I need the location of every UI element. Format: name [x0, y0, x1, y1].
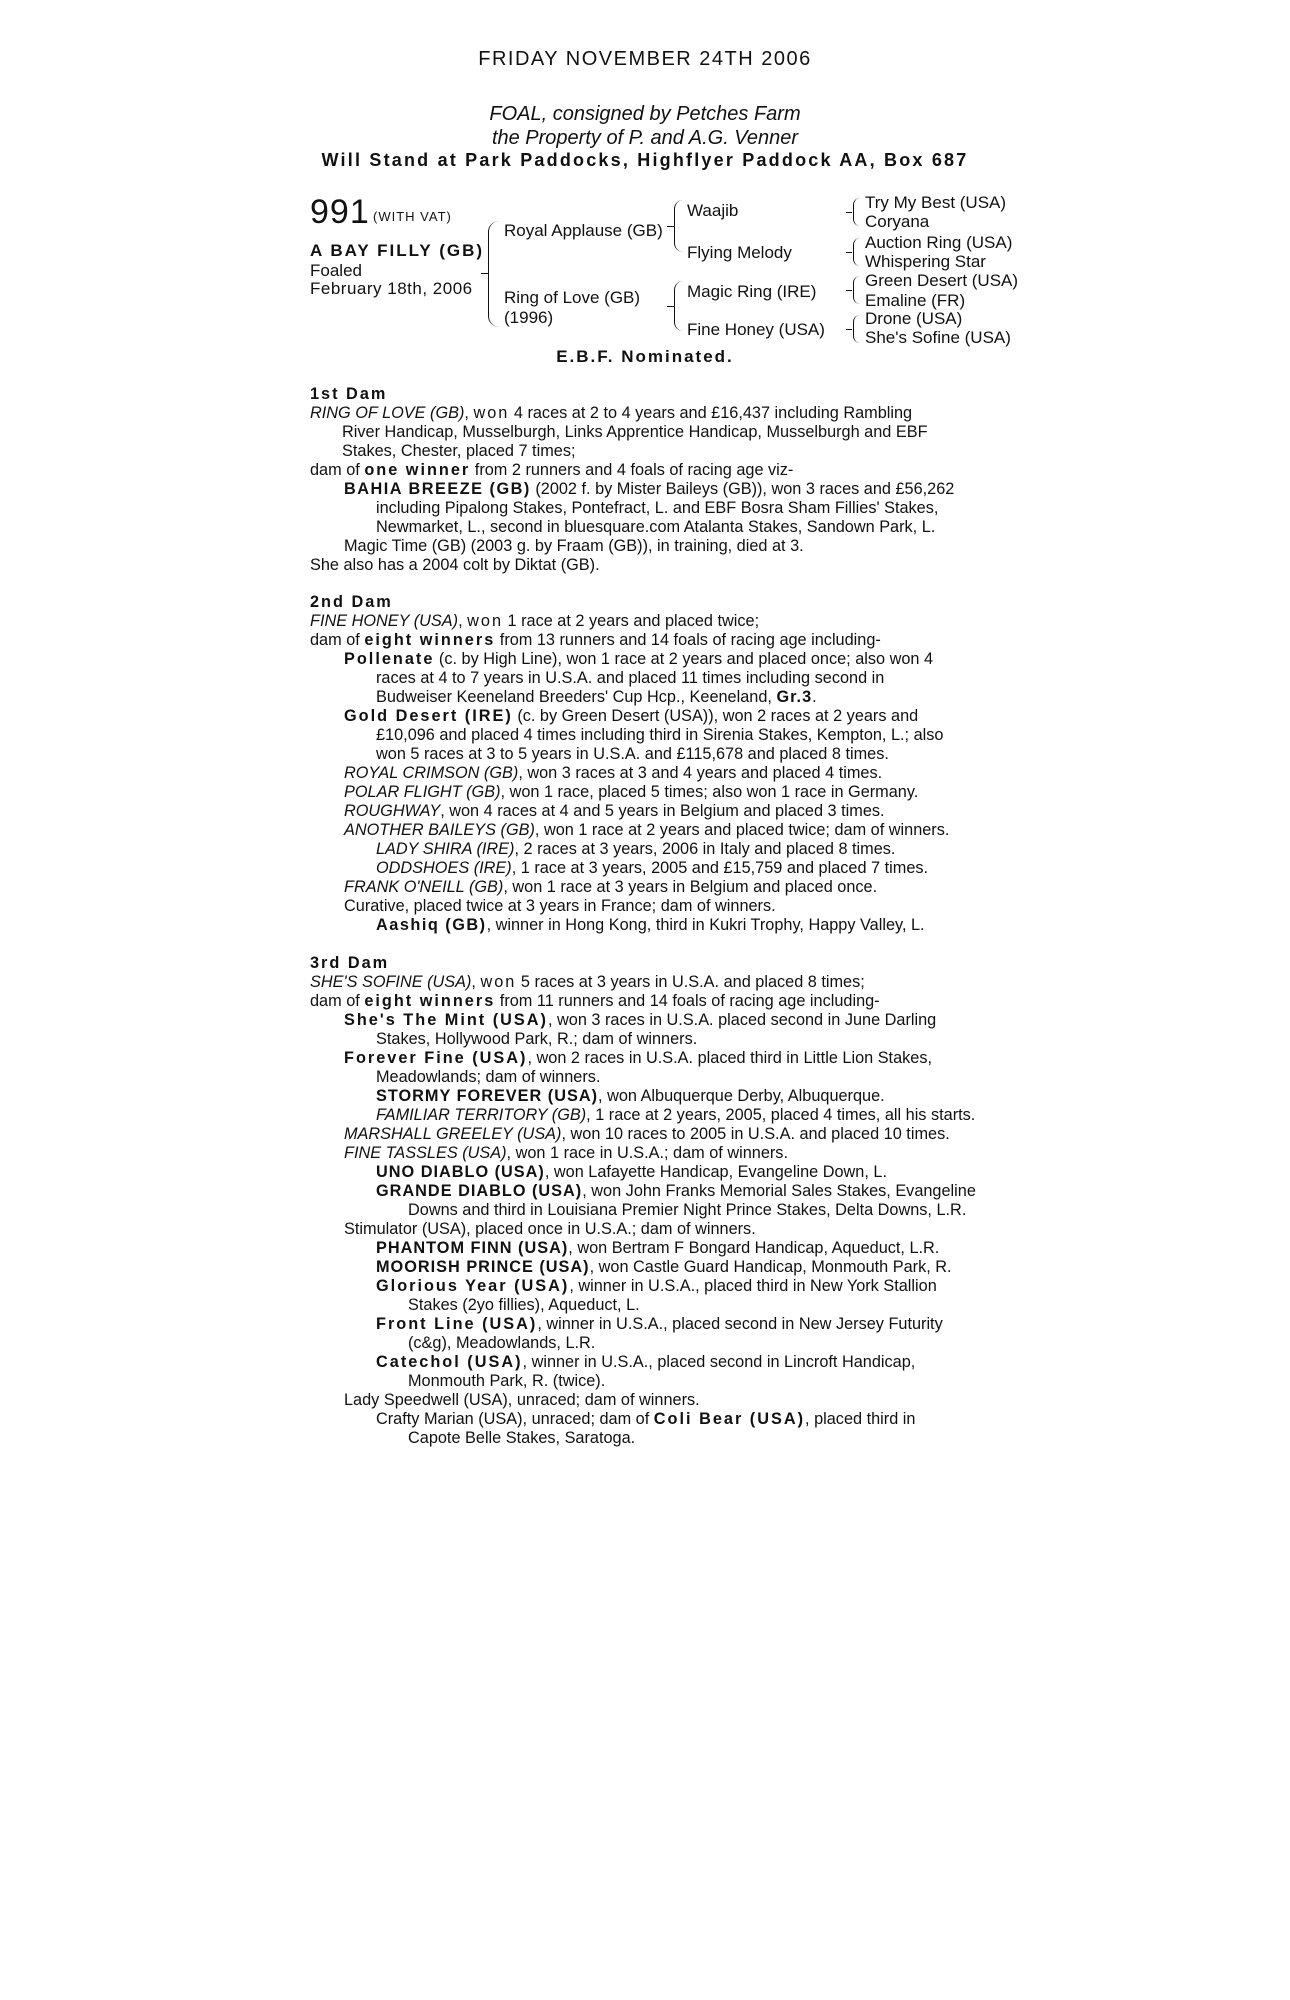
text-line: Meadowlands; dam of winners. [376, 1068, 601, 1086]
foaled-label: Foaled [310, 261, 362, 280]
pedigree-brace [846, 290, 852, 291]
text-line: including Pipalong Stakes, Pontefract, L. and EBF Bosra Sham Fillies' Stakes, [376, 499, 939, 517]
dam-sire: Magic Ring (IRE) [687, 282, 817, 301]
produce-summary: dam of eight winners from 13 runners and 14 foals of racing age including- [310, 631, 881, 649]
lot-description: A BAY FILLY (GB) [310, 241, 485, 260]
produce-entry: UNO DIABLO (USA), won Lafayette Handicap, Evangeline Down, L. [376, 1163, 887, 1181]
pedigree-ancestor: Emaline (FR) [865, 291, 966, 310]
ebf-nominated: E.B.F. Nominated. [556, 347, 734, 366]
text-line: (c&g), Meadowlands, L.R. [408, 1334, 596, 1352]
text-line: Budweiser Keeneland Breeders' Cup Hcp., Keeneland, Gr.3. [376, 688, 817, 706]
text-line: Downs and third in Louisiana Premier Night Prince Stakes, Delta Downs, L.R. [408, 1201, 967, 1219]
pedigree-brace [488, 221, 499, 327]
pedigree-brace [674, 200, 683, 252]
produce-entry: Stimulator (USA), placed once in U.S.A.; dam of winners. [344, 1220, 756, 1238]
text-line: races at 4 to 7 years in U.S.A. and placed 11 times including second in [376, 669, 885, 687]
sire-dam: Flying Melody [687, 243, 792, 262]
pedigree-brace [853, 315, 860, 343]
produce-entry: FRANK O'NEILL (GB), won 1 race at 3 years in Belgium and placed once. [344, 878, 878, 896]
produce-entry: Front Line (USA), winner in U.S.A., placed second in New Jersey Futurity [376, 1315, 943, 1333]
first-dam-section [310, 385, 980, 575]
sire: Royal Applause (GB) [504, 221, 663, 240]
produce-entry: Crafty Marian (USA), unraced; dam of Coli Bear (USA), placed third in [376, 1410, 916, 1428]
pedigree-brace [853, 238, 860, 266]
produce-entry: Catechol (USA), winner in U.S.A., placed second in Lincroft Handicap, [376, 1353, 916, 1371]
text-line: Capote Belle Stakes, Saratoga. [408, 1429, 636, 1447]
sale-date: FRIDAY NOVEMBER 24TH 2006 [478, 48, 812, 70]
pedigree-brace [853, 276, 860, 304]
pedigree-brace [846, 212, 852, 213]
produce-entry: She's The Mint (USA), won 3 races in U.S.A. placed second in June Darling [344, 1011, 937, 1029]
pedigree-brace [846, 252, 852, 253]
produce-entry: Magic Time (GB) (2003 g. by Fraam (GB)), in training, died at 3. [344, 537, 804, 555]
produce-entry: LADY SHIRA (IRE), 2 races at 3 years, 2006 in Italy and placed 8 times. [376, 840, 896, 858]
produce-entry: POLAR FLIGHT (GB), won 1 race, placed 5 times; also won 1 race in Germany. [344, 783, 919, 801]
produce-entry: FINE TASSLES (USA), won 1 race in U.S.A.; dam of winners. [344, 1144, 788, 1162]
pedigree-brace [853, 198, 860, 226]
pedigree-brace [846, 329, 852, 330]
produce-entry: FAMILIAR TERRITORY (GB), 1 race at 2 years, 2005, placed 4 times, all his starts. [376, 1106, 976, 1124]
text-line: won 5 races at 3 to 5 years in U.S.A. and £115,678 and placed 8 times. [376, 745, 889, 763]
text-line: Stakes (2yo fillies), Aqueduct, L. [408, 1296, 640, 1314]
text-line: Monmouth Park, R. (twice). [408, 1372, 606, 1390]
produce-entry: MOORISH PRINCE (USA), won Castle Guard Handicap, Monmouth Park, R. [376, 1258, 952, 1276]
produce-entry: GRANDE DIABLO (USA), won John Franks Memorial Sales Stakes, Evangeline [376, 1182, 976, 1200]
dam: Ring of Love (GB) [504, 288, 641, 307]
produce-entry: Forever Fine (USA), won 2 races in U.S.A. placed third in Little Lion Stakes, [344, 1049, 932, 1067]
lot-number: 991 [310, 193, 370, 231]
pedigree-ancestor: Green Desert (USA) [865, 271, 1019, 290]
pedigree-ancestor: Auction Ring (USA) [865, 233, 1013, 252]
dam-year: (1996) [504, 308, 554, 327]
produce-entry: ROYAL CRIMSON (GB), won 3 races at 3 and 4 years and placed 4 times. [344, 764, 883, 782]
produce-entry: Lady Speedwell (USA), unraced; dam of winners. [344, 1391, 700, 1409]
produce-summary: dam of eight winners from 11 runners and 14 foals of racing age including- [310, 992, 880, 1010]
dam-line: FINE HONEY (USA), won 1 race at 2 years and placed twice; [310, 612, 760, 630]
text-line: River Handicap, Musselburgh, Links Apprentice Handicap, Musselburgh and EBF [342, 423, 928, 441]
pedigree-brace [481, 273, 488, 274]
pedigree-ancestor: Whispering Star [865, 252, 986, 271]
consignor-line: FOAL, consigned by Petches Farm [489, 103, 801, 125]
pedigree-brace [667, 306, 674, 307]
text-line: She also has a 2004 colt by Diktat (GB). [310, 556, 600, 574]
pedigree-ancestor: She's Sofine (USA) [865, 328, 1011, 347]
produce-entry: Aashiq (GB), winner in Hong Kong, third in Kukri Trophy, Happy Valley, L. [376, 916, 925, 934]
stand-location: Will Stand at Park Paddocks, Highflyer Paddock AA, Box 687 [321, 150, 969, 170]
dam-line: SHE'S SOFINE (USA), won 5 races at 3 years in U.S.A. and placed 8 times; [310, 973, 865, 991]
third-dam-section [310, 954, 980, 1448]
second-dam-section [310, 593, 980, 935]
produce-entry: ROUGHWAY, won 4 races at 4 and 5 years in Belgium and placed 3 times. [344, 802, 885, 820]
dam-dam: Fine Honey (USA) [687, 320, 825, 339]
produce-entry: PHANTOM FINN (USA), won Bertram F Bongard Handicap, Aqueduct, L.R. [376, 1239, 940, 1257]
produce-entry: ANOTHER BAILEYS (GB), won 1 race at 2 years and placed twice; dam of winners. [344, 821, 950, 839]
produce-entry: ODDSHOES (IRE), 1 race at 3 years, 2005 and £15,759 and placed 7 times. [376, 859, 929, 877]
section-heading: 3rd Dam [310, 954, 390, 972]
property-line: the Property of P. and A.G. Venner [491, 127, 799, 149]
vat-note: (WITH VAT) [373, 209, 452, 224]
produce-entry: STORMY FOREVER (USA), won Albuquerque Derby, Albuquerque. [376, 1087, 885, 1105]
text-line: £10,096 and placed 4 times including third in Sirenia Stakes, Kempton, L.; also [376, 726, 944, 744]
section-heading: 2nd Dam [310, 593, 393, 611]
produce-entry: BAHIA BREEZE (GB) (2002 f. by Mister Baileys (GB)), won 3 races and £56,262 [344, 480, 955, 498]
text-line: Stakes, Hollywood Park, R.; dam of winners. [376, 1030, 698, 1048]
produce-entry: Pollenate (c. by High Line), won 1 race at 2 years and placed once; also won 4 [344, 650, 934, 668]
pedigree-brace [674, 281, 683, 331]
text-line: Newmarket, L., second in bluesquare.com Atalanta Stakes, Sandown Park, L. [376, 518, 936, 536]
produce-entry: Gold Desert (IRE) (c. by Green Desert (USA)), won 2 races at 2 years and [344, 707, 919, 725]
section-heading: 1st Dam [310, 385, 388, 403]
produce-entry: Curative, placed twice at 3 years in France; dam of winners. [344, 897, 776, 915]
sire-sire: Waajib [687, 201, 739, 220]
pedigree-ancestor: Coryana [865, 212, 930, 231]
produce-entry: Glorious Year (USA), winner in U.S.A., placed third in New York Stallion [376, 1277, 937, 1295]
foaled-date: February 18th, 2006 [310, 279, 473, 298]
dam-line: RING OF LOVE (GB), won 4 races at 2 to 4 years and £16,437 including Rambling [310, 404, 913, 422]
pedigree-ancestor: Try My Best (USA) [865, 193, 1007, 212]
pedigree-brace [667, 226, 674, 227]
pedigree-ancestor: Drone (USA) [865, 309, 963, 328]
produce-summary: dam of one winner from 2 runners and 4 foals of racing age viz- [310, 461, 794, 479]
text-line: Stakes, Chester, placed 7 times; [342, 442, 576, 460]
produce-entry: MARSHALL GREELEY (USA), won 10 races to 2005 in U.S.A. and placed 10 times. [344, 1125, 950, 1143]
